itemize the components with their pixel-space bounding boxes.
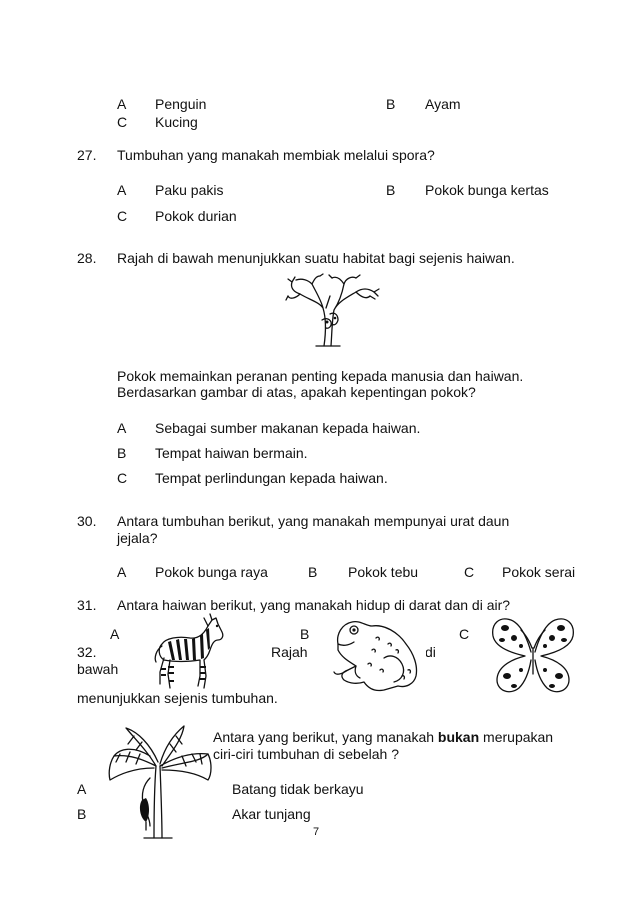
q31-option-a-letter: A xyxy=(110,626,120,642)
prev-option-a-letter: A xyxy=(117,96,127,112)
q31-text: Antara haiwan berikut, yang manakah hidup di darat dan di air? xyxy=(117,597,511,613)
q32-frag-rajah: Rajah xyxy=(271,644,308,660)
q28-body-line2: Berdasarkan gambar di atas, apakah kepentingan pokok? xyxy=(117,384,476,400)
q32-line-continued: menunjukkan sejenis tumbuhan. xyxy=(77,690,278,706)
q32-number: 32. xyxy=(77,644,97,660)
q32-frag-di: di xyxy=(425,644,436,660)
tree-with-animal-icon xyxy=(286,274,382,346)
q30-text-line1: Antara tumbuhan berikut, yang manakah mempunyai urat daun xyxy=(117,513,510,529)
prev-option-c-letter: C xyxy=(117,114,128,130)
q28-option-b-letter: B xyxy=(117,445,127,461)
q31-option-b-letter: B xyxy=(300,626,310,642)
q28-text: Rajah di bawah menunjukkan suatu habitat bagi sejenis haiwan. xyxy=(117,250,515,266)
q30-option-b-text: Pokok tebu xyxy=(348,564,419,580)
frog-icon xyxy=(328,614,426,694)
q28-option-c-text: Tempat perlindungan kepada haiwan. xyxy=(155,470,388,486)
q32-stem-bold-word: bukan xyxy=(437,729,480,745)
q32-option-a-text: Batang tidak berkayu xyxy=(232,781,364,797)
prev-option-a-text: Penguin xyxy=(155,96,207,112)
q28-number: 28. xyxy=(77,250,97,266)
q32-option-b-text: Akar tunjang xyxy=(232,806,311,822)
q28-option-a-letter: A xyxy=(117,420,127,436)
q27-option-a-text: Paku pakis xyxy=(155,182,224,198)
q27-number: 27. xyxy=(77,147,97,163)
q27-option-b-letter: B xyxy=(386,182,396,198)
q30-option-a-text: Pokok bunga raya xyxy=(155,564,268,580)
q27-option-a-letter: A xyxy=(117,182,127,198)
q32-stem-line2: ciri-ciri tumbuhan di sebelah ? xyxy=(213,746,399,762)
q28-option-c-letter: C xyxy=(117,470,128,486)
q32-option-b-letter: B xyxy=(77,806,87,822)
q31-number: 31. xyxy=(77,597,97,613)
banana-tree-icon xyxy=(104,722,214,840)
q27-option-c-letter: C xyxy=(117,208,128,224)
q27-option-b-text: Pokok bunga kertas xyxy=(425,182,549,198)
q32-option-a-letter: A xyxy=(77,781,87,797)
q28-option-b-text: Tempat haiwan bermain. xyxy=(155,445,308,461)
q28-body-line1: Pokok memainkan peranan penting kepada manusia dan haiwan. xyxy=(117,368,524,384)
q32-frag-bawah: bawah xyxy=(77,661,119,677)
q30-number: 30. xyxy=(77,513,97,529)
prev-option-b-text: Ayam xyxy=(425,96,461,112)
q28-option-a-text: Sebagai sumber makanan kepada haiwan. xyxy=(155,420,421,436)
q27-text: Tumbuhan yang manakah membiak melalui spora? xyxy=(117,147,435,163)
zebra-icon xyxy=(148,614,228,692)
q31-option-c-letter: C xyxy=(459,626,470,642)
q30-option-c-text: Pokok serai xyxy=(502,564,576,580)
butterfly-icon xyxy=(487,616,579,700)
prev-option-c-text: Kucing xyxy=(155,114,198,130)
q30-option-a-letter: A xyxy=(117,564,127,580)
q32-stem-line1: Antara yang berikut, yang manakah bukan merupakan xyxy=(213,729,554,745)
page-number: 7 xyxy=(313,826,320,838)
q30-option-b-letter: B xyxy=(308,564,318,580)
prev-option-b-letter: B xyxy=(386,96,396,112)
q27-option-c-text: Pokok durian xyxy=(155,208,237,224)
q30-text-line2: jejala? xyxy=(117,530,158,546)
q30-option-c-letter: C xyxy=(464,564,475,580)
